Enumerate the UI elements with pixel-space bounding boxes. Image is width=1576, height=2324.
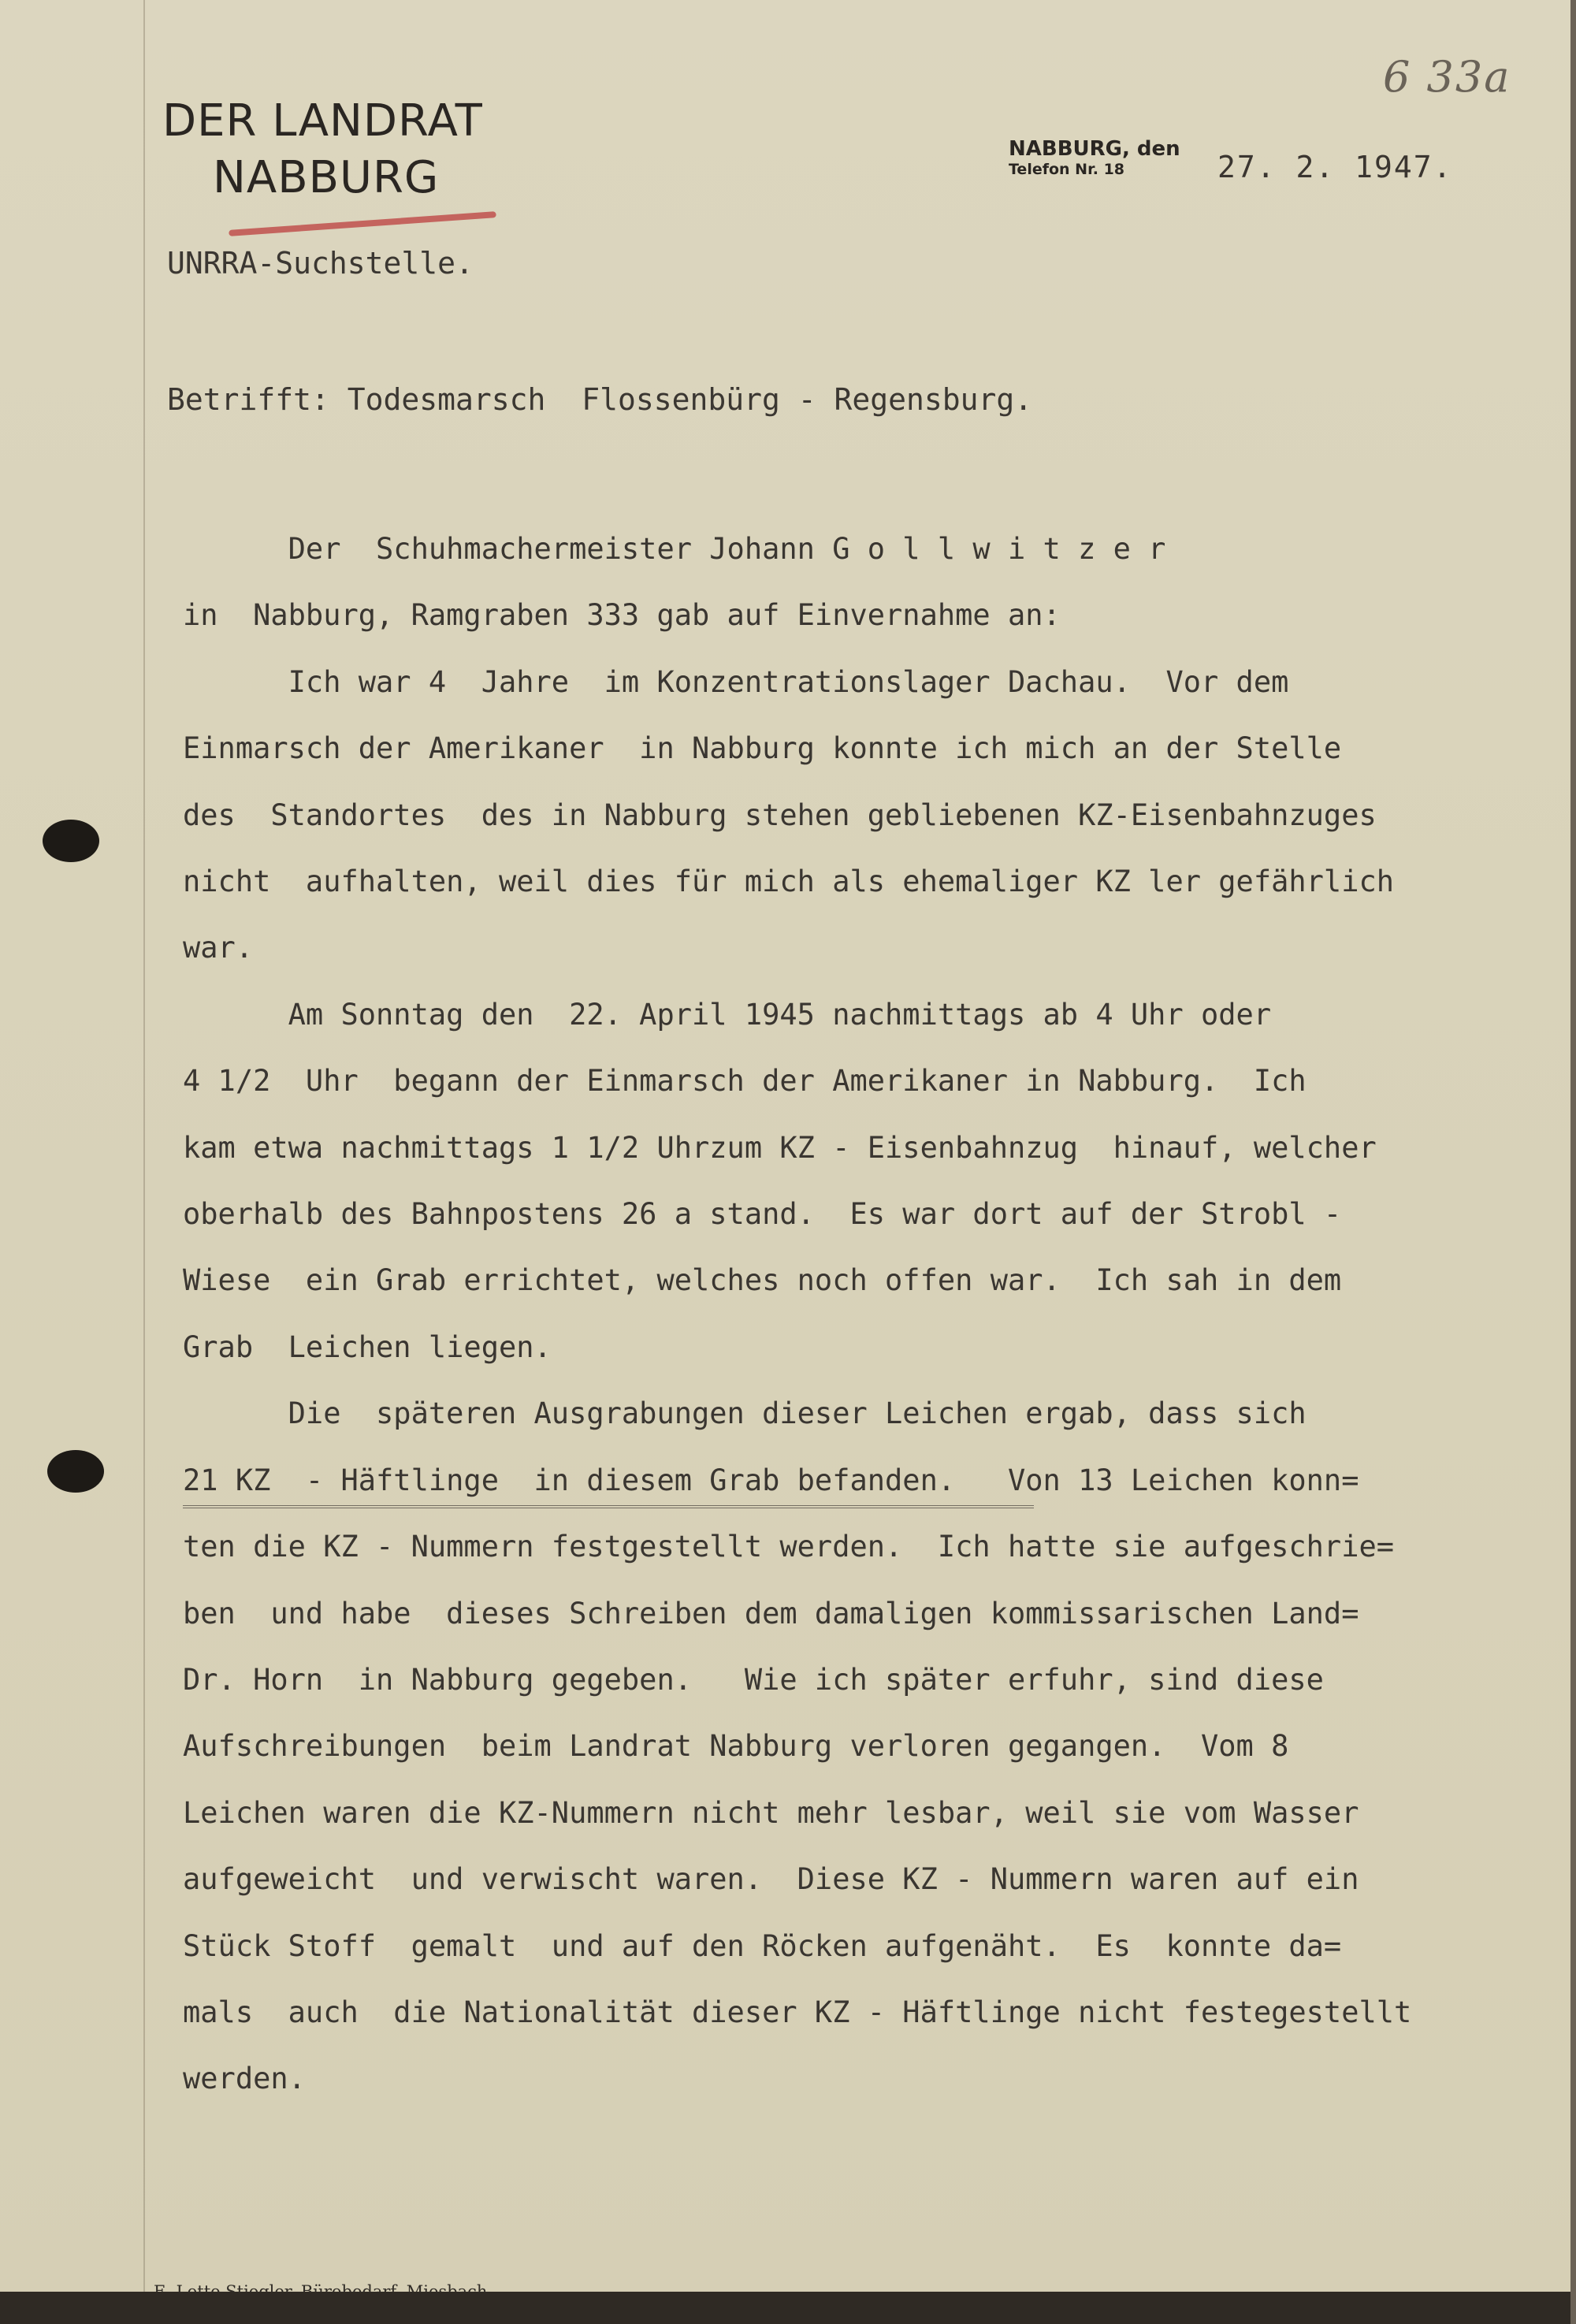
place-label: NABBURG, den (1009, 137, 1180, 161)
body-line: oberhalb des Bahnpostens 26 a stand. Es war dort auf der Strobl - (183, 1197, 1342, 1232)
punch-hole-upper (43, 820, 99, 862)
body-line: Am Sonntag den 22. April 1945 nachmittags ab 4 Uhr oder (183, 997, 1272, 1032)
body-line: Leichen waren die KZ-Nummern nicht mehr lesbar, weil sie vom Wasser (183, 1795, 1359, 1830)
document-date: 27. 2. 1947. (1217, 150, 1453, 184)
body-line: 4 1/2 Uhr begann der Einmarsch der Amerikaner in Nabburg. Ich (183, 1064, 1307, 1099)
body-line: kam etwa nachmittags 1 1/2 Uhrzum KZ - Eisenbahnzug hinauf, welcher (183, 1130, 1377, 1165)
body-line: ten die KZ - Nummern festgestellt werden. Ich hatte sie aufgeschrie= (183, 1530, 1395, 1564)
page-fold-line (143, 0, 145, 2317)
department-line: UNRRA-Suchstelle. (167, 246, 474, 281)
issuer-district: NABBURG (213, 152, 440, 203)
testimony-body (183, 516, 1554, 2113)
punch-hole-lower (47, 1450, 104, 1493)
body-line: werden. (183, 2062, 306, 2096)
red-pencil-mark (229, 211, 496, 236)
body-line: des Standortes des in Nabburg stehen gebliebenen KZ-Eisenbahnzuges (183, 798, 1377, 832)
body-line: Die späteren Ausgrabungen dieser Leichen ergab, dass sich (183, 1396, 1307, 1431)
archive-number: 6 33a (1383, 52, 1511, 102)
body-line: Ich war 4 Jahre im Konzentrationslager Dachau. Vor dem (183, 664, 1289, 699)
body-line: Einmarsch der Amerikaner in Nabburg konnte ich mich an der Stelle (183, 731, 1342, 766)
body-line: mals auch die Nationalität dieser KZ - Häftlinge nicht festegestellt (183, 1995, 1412, 2029)
pencil-underline (183, 1496, 1034, 1508)
body-line: in Nabburg, Ramgraben 333 gab auf Einvernahme an: (183, 598, 1061, 633)
phone-label: Telefon Nr. 18 (1009, 161, 1125, 178)
body-line: aufgeweicht und verwischt waren. Diese KZ - Nummern waren auf ein (183, 1862, 1359, 1897)
page-bottom-edge (0, 2292, 1570, 2324)
subject-line: Betrifft: Todesmarsch Flossenbürg - Regensburg. (167, 382, 1033, 417)
body-line: ben und habe dieses Schreiben dem damaligen kommissarischen Land= (183, 1596, 1359, 1631)
letterhead-issuer (162, 93, 483, 206)
body-line: Wiese ein Grab errichtet, welches noch offen war. Ich sah in dem (183, 1263, 1342, 1298)
issuer-title: DER LANDRAT (162, 95, 483, 147)
body-line: 21 KZ - Häftlinge in diesem Grab befanden. Von 13 Leichen konn= (183, 1463, 1359, 1497)
body-line: war. (183, 931, 254, 965)
body-line: Stück Stoff gemalt und auf den Röcken aufgenäht. Es konnte da= (183, 1928, 1342, 1963)
body-line: Der Schuhmachermeister Johann G o l l w i t z e r (183, 532, 1166, 566)
body-line: Aufschreibungen beim Landrat Nabburg verloren gegangen. Vom 8 (183, 1729, 1289, 1764)
body-line: Grab Leichen liegen. (183, 1329, 552, 1364)
body-line: nicht aufhalten, weil dies für mich als ehemaliger KZ ler gefährlich (183, 865, 1395, 899)
body-line: Dr. Horn in Nabburg gegeben. Wie ich später erfuhr, sind diese (183, 1662, 1324, 1697)
letterhead-place (1009, 137, 1180, 178)
